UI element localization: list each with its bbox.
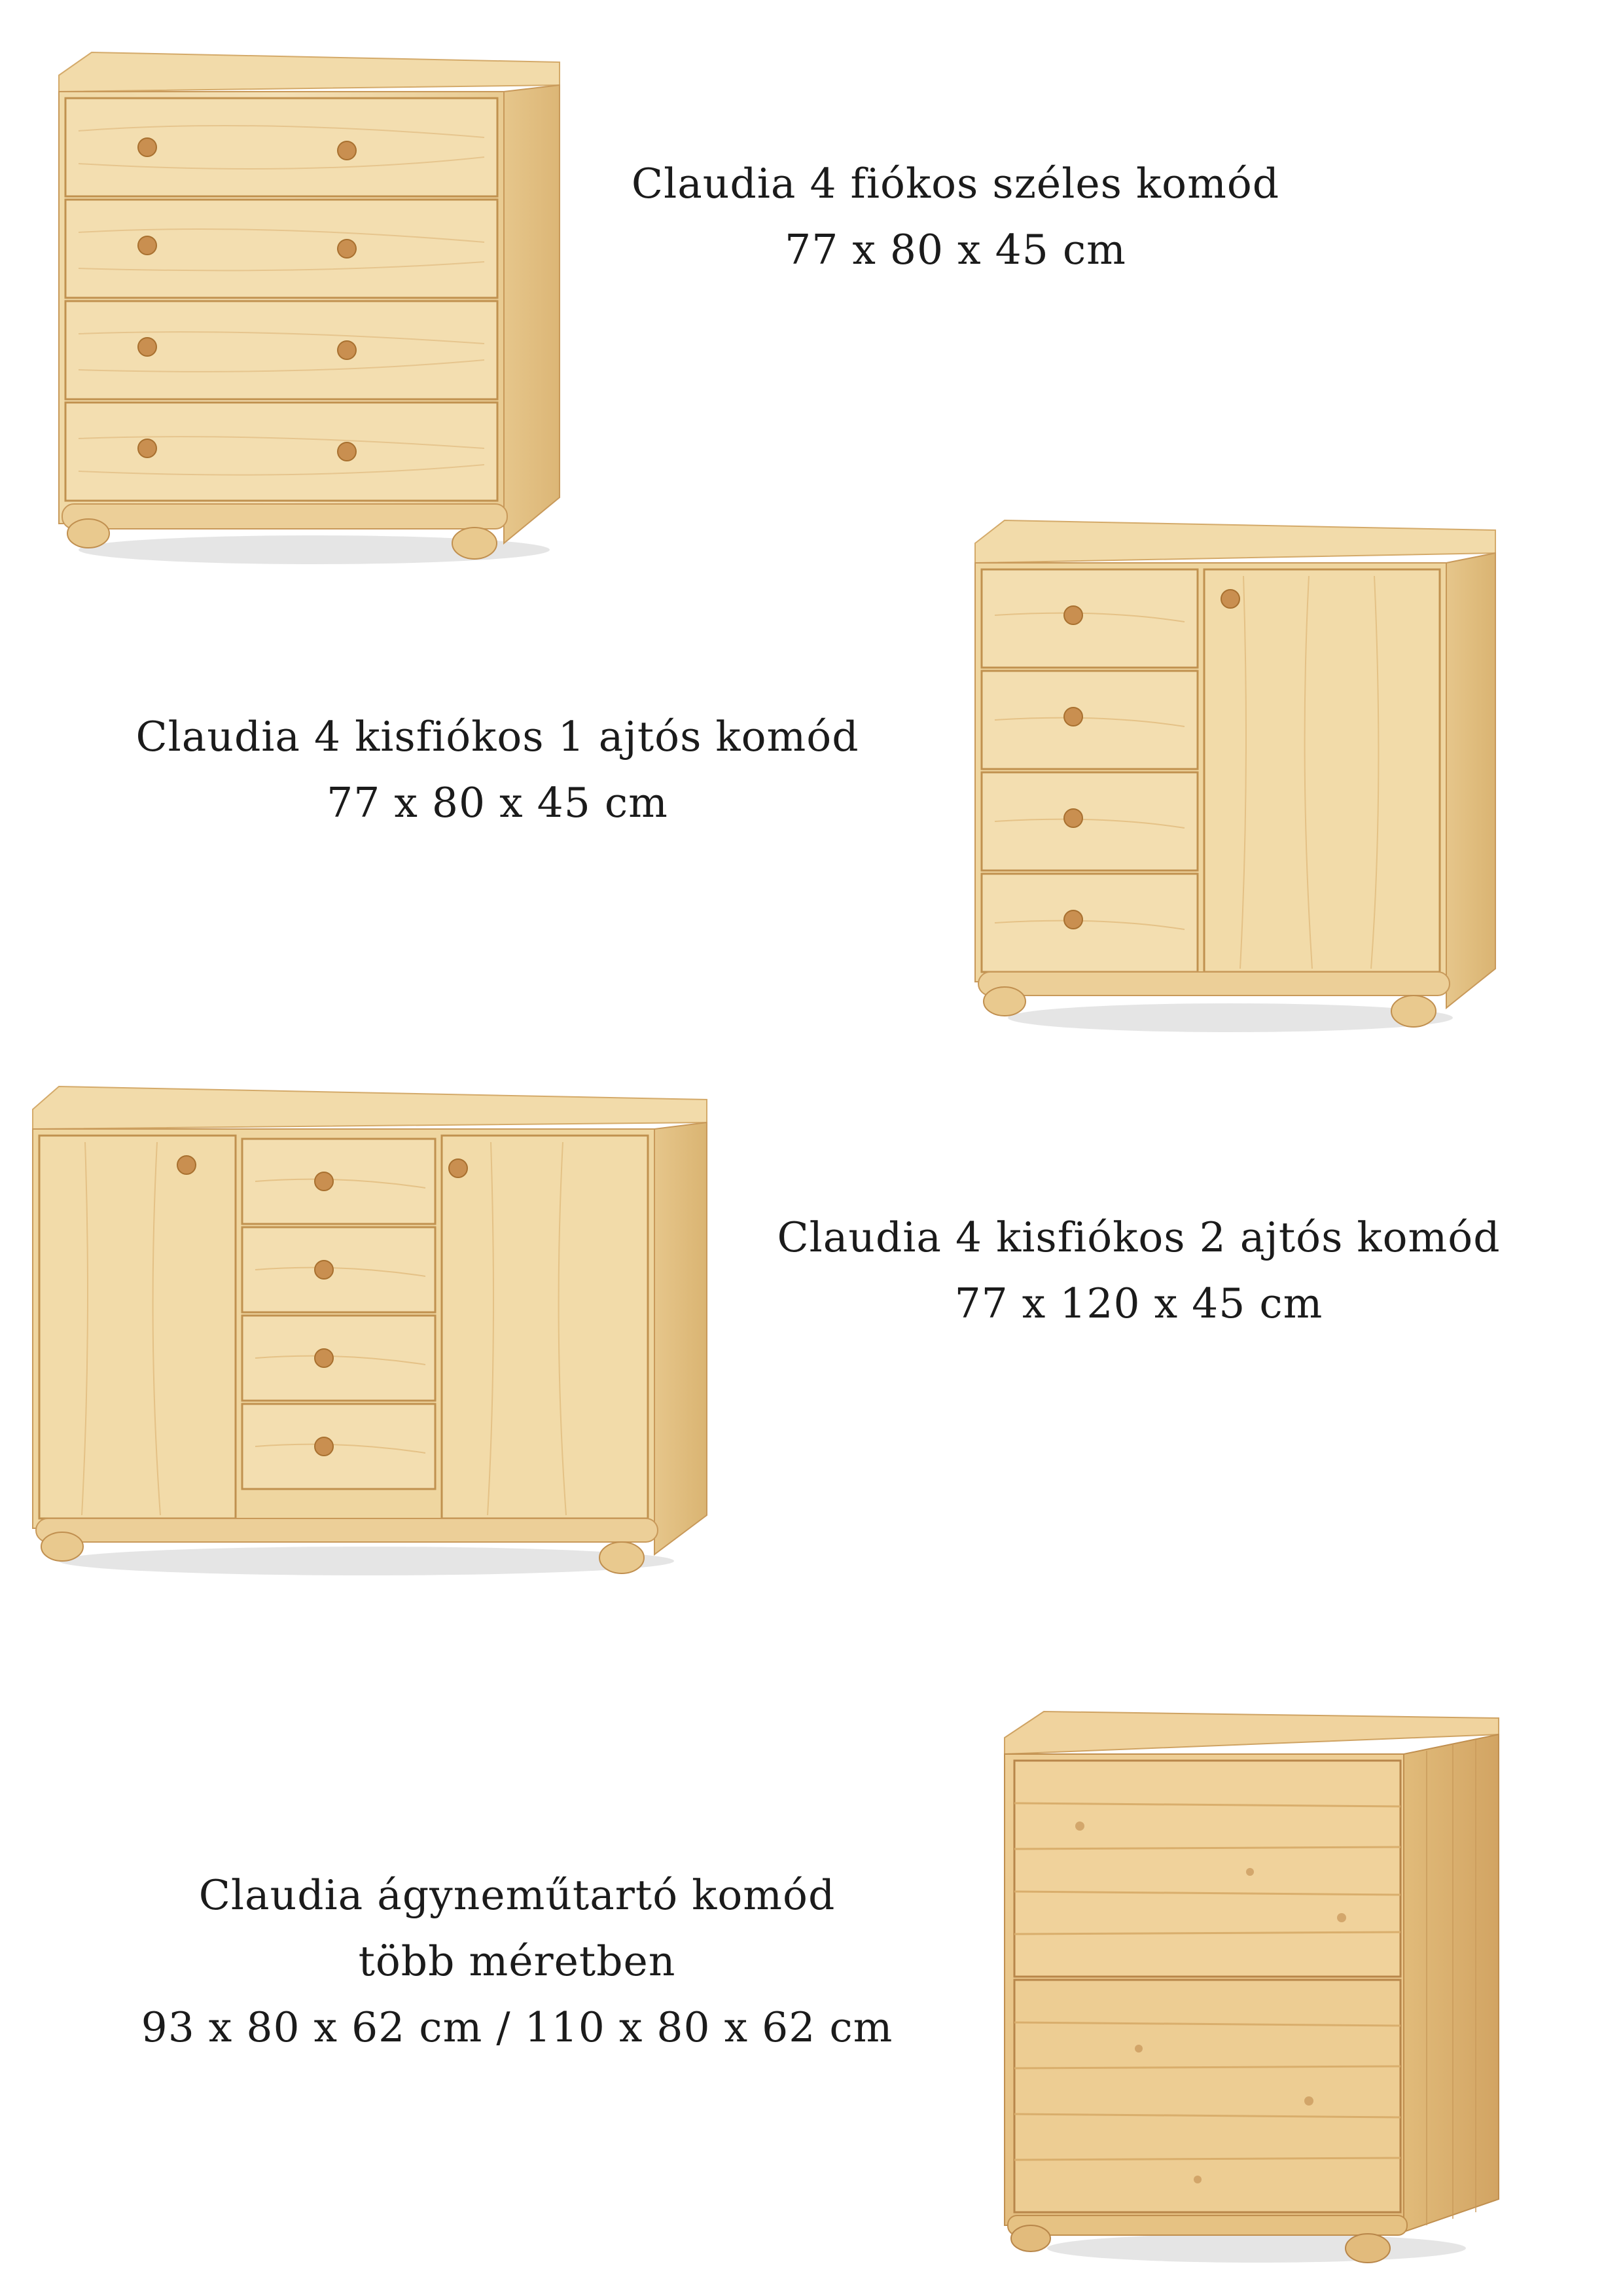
product-name: Claudia ágyneműtartó komód [198,1871,836,1919]
product-name: Claudia 4 kisfiókos 2 ajtós komód [777,1213,1501,1261]
product-name: Claudia 4 fiókos széles komód [631,160,1280,207]
product-dimensions: 77 x 80 x 45 cm [785,226,1126,274]
product-subtitle: több méretben [358,1937,676,1985]
product-caption-bedding-storage-chest [92,1862,942,2060]
product-caption-chest-4-small-drawers-1-door [105,704,890,836]
product-caption-sideboard-4-small-drawers-2-doors [746,1204,1531,1336]
product-image-chest-4-small-drawers-1-door [969,517,1505,1041]
product-image-bedding-storage-chest [1001,1708,1512,2271]
product-dimensions: 77 x 80 x 45 cm [327,779,668,827]
product-image-sideboard-4-small-drawers-2-doors [26,1083,720,1581]
product-caption-chest-of-4-drawers [563,151,1348,283]
product-dimensions: 77 x 120 x 45 cm [954,1280,1323,1327]
product-dimensions: 93 x 80 x 62 cm / 110 x 80 x 62 cm [141,2003,893,2051]
product-name: Claudia 4 kisfiókos 1 ajtós komód [135,713,859,761]
product-image-chest-of-4-drawers [52,46,576,569]
